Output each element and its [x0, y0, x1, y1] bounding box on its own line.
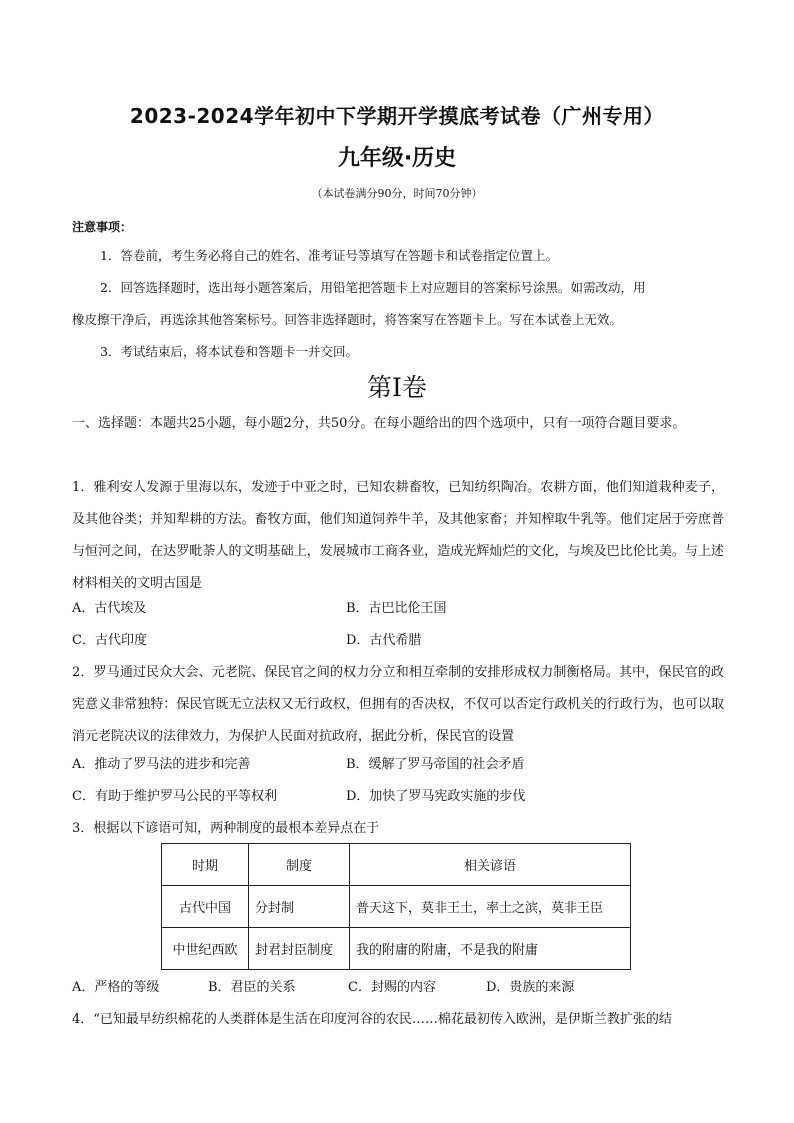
- table-header-system: 制度: [249, 844, 350, 886]
- notice-item-1: 1．答卷前，考生务必将自己的姓名、准考证号等填写在答题卡和试卷指定位置上。: [100, 248, 558, 263]
- q2-option-b[interactable]: B．缓解了罗马帝国的社会矛盾: [346, 757, 525, 772]
- table-cell: 普天这下，莫非王土，率土之滨，莫非王臣: [350, 886, 631, 928]
- notice-item-2: 2．回答选择题时，选出每小题答案后，用铅笔把答题卡上对应题目的答案标号涂黑。如需改动，用: [100, 280, 646, 295]
- table-header-period: 时期: [162, 844, 249, 886]
- exam-subtitle: 九年级·历史: [337, 146, 457, 171]
- table-cell: 分封制: [249, 886, 350, 928]
- q2-option-c[interactable]: C．有助于维护罗马公民的平等权利: [72, 789, 277, 804]
- section-title: 第Ⅰ卷: [367, 373, 427, 402]
- q1-option-c[interactable]: C．古代印度: [72, 633, 147, 648]
- exam-title: 2023-2024学年初中下学期开学摸底考试卷（广州专用）: [129, 104, 665, 128]
- q1-option-d[interactable]: D．古代希腊: [346, 633, 422, 648]
- q2-option-d[interactable]: D．加快了罗马宪政实施的步伐: [346, 789, 526, 804]
- q3-option-c[interactable]: C．封赐的内容: [348, 980, 436, 995]
- question-4-stem: 4．“已知最早纺织棉花的人类群体是生活在印度河谷的农民……棉花最初传入欧洲，是伊斯兰教扩张的结: [72, 1012, 672, 1027]
- table-cell: 古代中国: [162, 886, 249, 928]
- exam-score-time-note: （本试卷满分90分，时间70分钟）: [311, 187, 483, 200]
- table-header-proverb: 相关谚语: [350, 844, 631, 886]
- q3-option-b[interactable]: B．君臣的关系: [208, 980, 296, 995]
- table-cell: 中世纪西欧: [162, 928, 249, 970]
- choice-instructions: 一、选择题：本题共25小题，每小题2分，共50分。在每小题给出的四个选项中，只有一项符合题目要求。: [72, 416, 686, 431]
- question-1-stem: 1．雅利安人发源于里海以东，发迹于中亚之时，已知农耕畜牧，已知纺织陶冶。农耕方面，他们知道栽种麦子，及其他谷类；并知犁耕的方法。畜牧方面，他们知道饲养牛羊，及其他家畜；并知榨取牛乳等。他们定居于旁庶普与恒河之间，在达罗毗荼人的文明基础上，发展城市工商各业，造成光辉灿烂的文化，与埃及巴比伦比美。与上述材料相关的文明古国是: [72, 480, 724, 591]
- table-row: [162, 928, 631, 970]
- notice-heading: 注意事项：: [72, 220, 133, 234]
- q3-option-a[interactable]: A．严格的等级: [72, 980, 160, 995]
- table-cell: 封君封臣制度: [249, 928, 350, 970]
- q1-option-a[interactable]: A．古代埃及: [72, 601, 147, 616]
- table-cell: 我的附庸的附庸，不是我的附庸: [350, 928, 631, 970]
- question-2-stem: 2．罗马通过民众大会、元老院、保民官之间的权力分立和相互牵制的安排形成权力制衡格局。其中，保民官的政宪意义非常独特：保民官既无立法权又无行政权，但拥有的否决权，不仅可以否定行政机关的行政行为，也可以取消元老院决议的法律效力，为保护人民面对抗政府，据此分析，保民官的设置: [72, 665, 724, 744]
- q3-proverb-table: [161, 843, 631, 970]
- question-3-stem: 3．根据以下谚语可知，两种制度的最根本差异点在于: [72, 821, 380, 836]
- q2-option-a[interactable]: A．推动了罗马法的进步和完善: [72, 757, 251, 772]
- q1-option-b[interactable]: B．古巴比伦王国: [346, 601, 447, 616]
- notice-item-2-cont: 橡皮擦干净后，再选涂其他答案标号。回答非选择题时，将答案写在答题卡上。写在本试卷上无效。: [72, 312, 623, 327]
- notice-item-3: 3．考试结束后，将本试卷和答题卡一并交回。: [100, 344, 358, 359]
- table-header-row: [162, 844, 631, 886]
- table-row: [162, 886, 631, 928]
- q3-option-d[interactable]: D．贵族的来源: [486, 980, 575, 995]
